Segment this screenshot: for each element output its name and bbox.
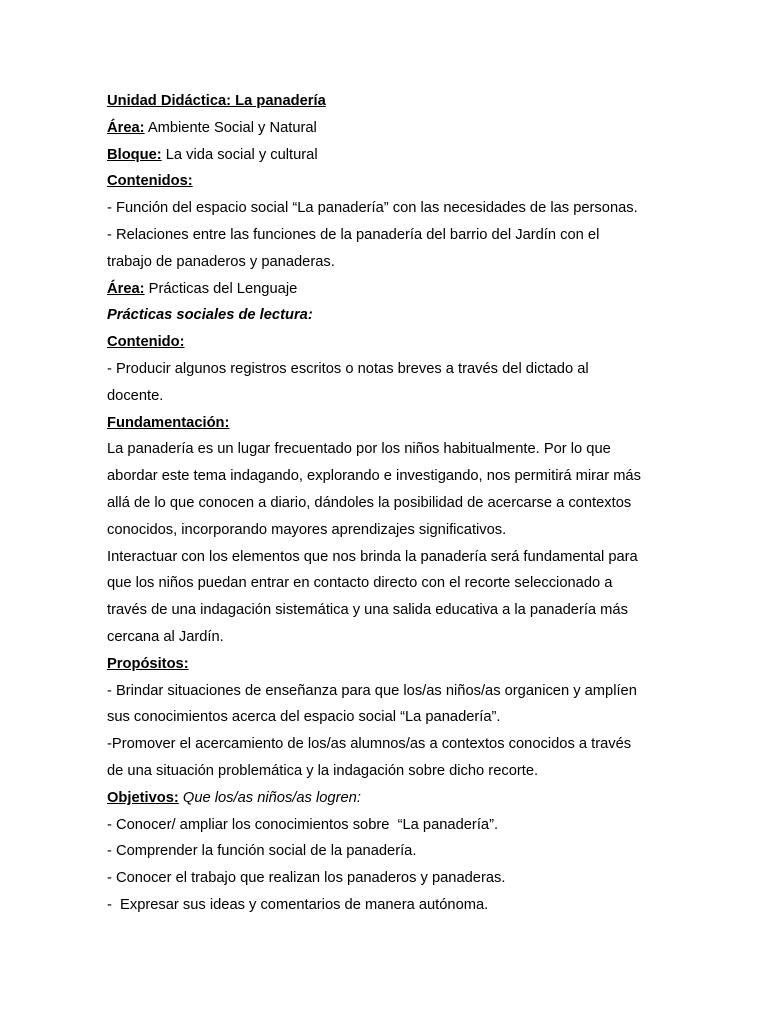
propositos-heading-line: [107, 651, 667, 678]
propositos-line: sus conocimientos acerca del espacio social “La panadería”.: [107, 709, 501, 726]
bloque-value: La vida social y cultural: [161, 146, 318, 163]
contenido-heading: Contenido:: [107, 334, 185, 351]
practicas-heading: Prácticas sociales de lectura:: [107, 307, 313, 324]
document-page: [107, 88, 667, 919]
document-title-line: [107, 88, 667, 115]
objetivos-line: - Conocer el trabajo que realizan los panaderos y panaderas.: [107, 870, 506, 887]
contenido-heading-line: [107, 329, 667, 356]
fundamentacion-line: través de una indagación sistemática y una salida educativa a la panadería más: [107, 602, 628, 619]
bloque-line: [107, 142, 667, 169]
area-label: Área:: [107, 280, 145, 297]
fundamentacion-line: allá de lo que conocen a diario, dándoles la posibilidad de acercarse a contextos: [107, 494, 632, 511]
area-value: Prácticas del Lenguaje: [144, 280, 298, 297]
area-label: Área:: [107, 119, 145, 136]
fundamentacion-line: que los niños puedan entrar en contacto directo con el recorte seleccionado a: [107, 575, 613, 592]
area-lenguaje-line: [107, 276, 667, 303]
contenidos-heading: Contenidos:: [107, 173, 193, 190]
propositos-heading: Propósitos:: [107, 655, 189, 672]
objetivos-line: - Comprender la función social de la panadería.: [107, 843, 417, 860]
objetivos-line: - Conocer/ ampliar los conocimientos sobre “La panadería”.: [107, 816, 499, 833]
area-value: Ambiente Social y Natural: [144, 119, 317, 136]
contenidos-heading-line: [107, 168, 667, 195]
objetivos-heading-line: [107, 785, 667, 812]
area-ambiente-line: [107, 115, 667, 142]
propositos-line: -Promover el acercamiento de los/as alumnos/as a contextos conocidos a través: [107, 736, 632, 753]
document-title: Unidad Didáctica: La panadería: [107, 93, 326, 109]
contenidos-line: - Función del espacio social “La panadería” con las necesidades de las personas.: [107, 200, 638, 217]
contenidos-line: - Relaciones entre las funciones de la panadería del barrio del Jardín con el: [107, 226, 600, 243]
propositos-line: de una situación problemática y la indagación sobre dicho recorte.: [107, 762, 539, 779]
fundamentacion-line: abordar este tema indagando, explorando e investigando, nos permitirá mirar más: [107, 468, 641, 485]
fundamentacion-heading-line: [107, 410, 667, 437]
fundamentacion-line: cercana al Jardín.: [107, 628, 224, 645]
bloque-label: Bloque:: [107, 146, 162, 163]
objetivos-heading: Objetivos:: [107, 789, 179, 806]
fundamentacion-line: La panadería es un lugar frecuentado por los niños habitualmente. Por lo que: [107, 441, 611, 458]
practicas-heading-line: [107, 302, 667, 329]
objetivos-intro: Que los/as niños/as logren:: [178, 789, 361, 806]
objetivos-line: - Expresar sus ideas y comentarios de manera autónoma.: [107, 896, 489, 913]
fundamentacion-heading: Fundamentación:: [107, 414, 230, 431]
contenido-line: - Producir algunos registros escritos o notas breves a través del dictado al: [107, 360, 589, 377]
propositos-line: - Brindar situaciones de enseñanza para que los/as niños/as organicen y amplíen: [107, 682, 637, 699]
fundamentacion-line: Interactuar con los elementos que nos brinda la panadería será fundamental para: [107, 548, 638, 565]
fundamentacion-line: conocidos, incorporando mayores aprendizajes significativos.: [107, 521, 507, 538]
contenidos-line: trabajo de panaderos y panaderas.: [107, 253, 335, 270]
contenido-line: docente.: [107, 387, 164, 404]
